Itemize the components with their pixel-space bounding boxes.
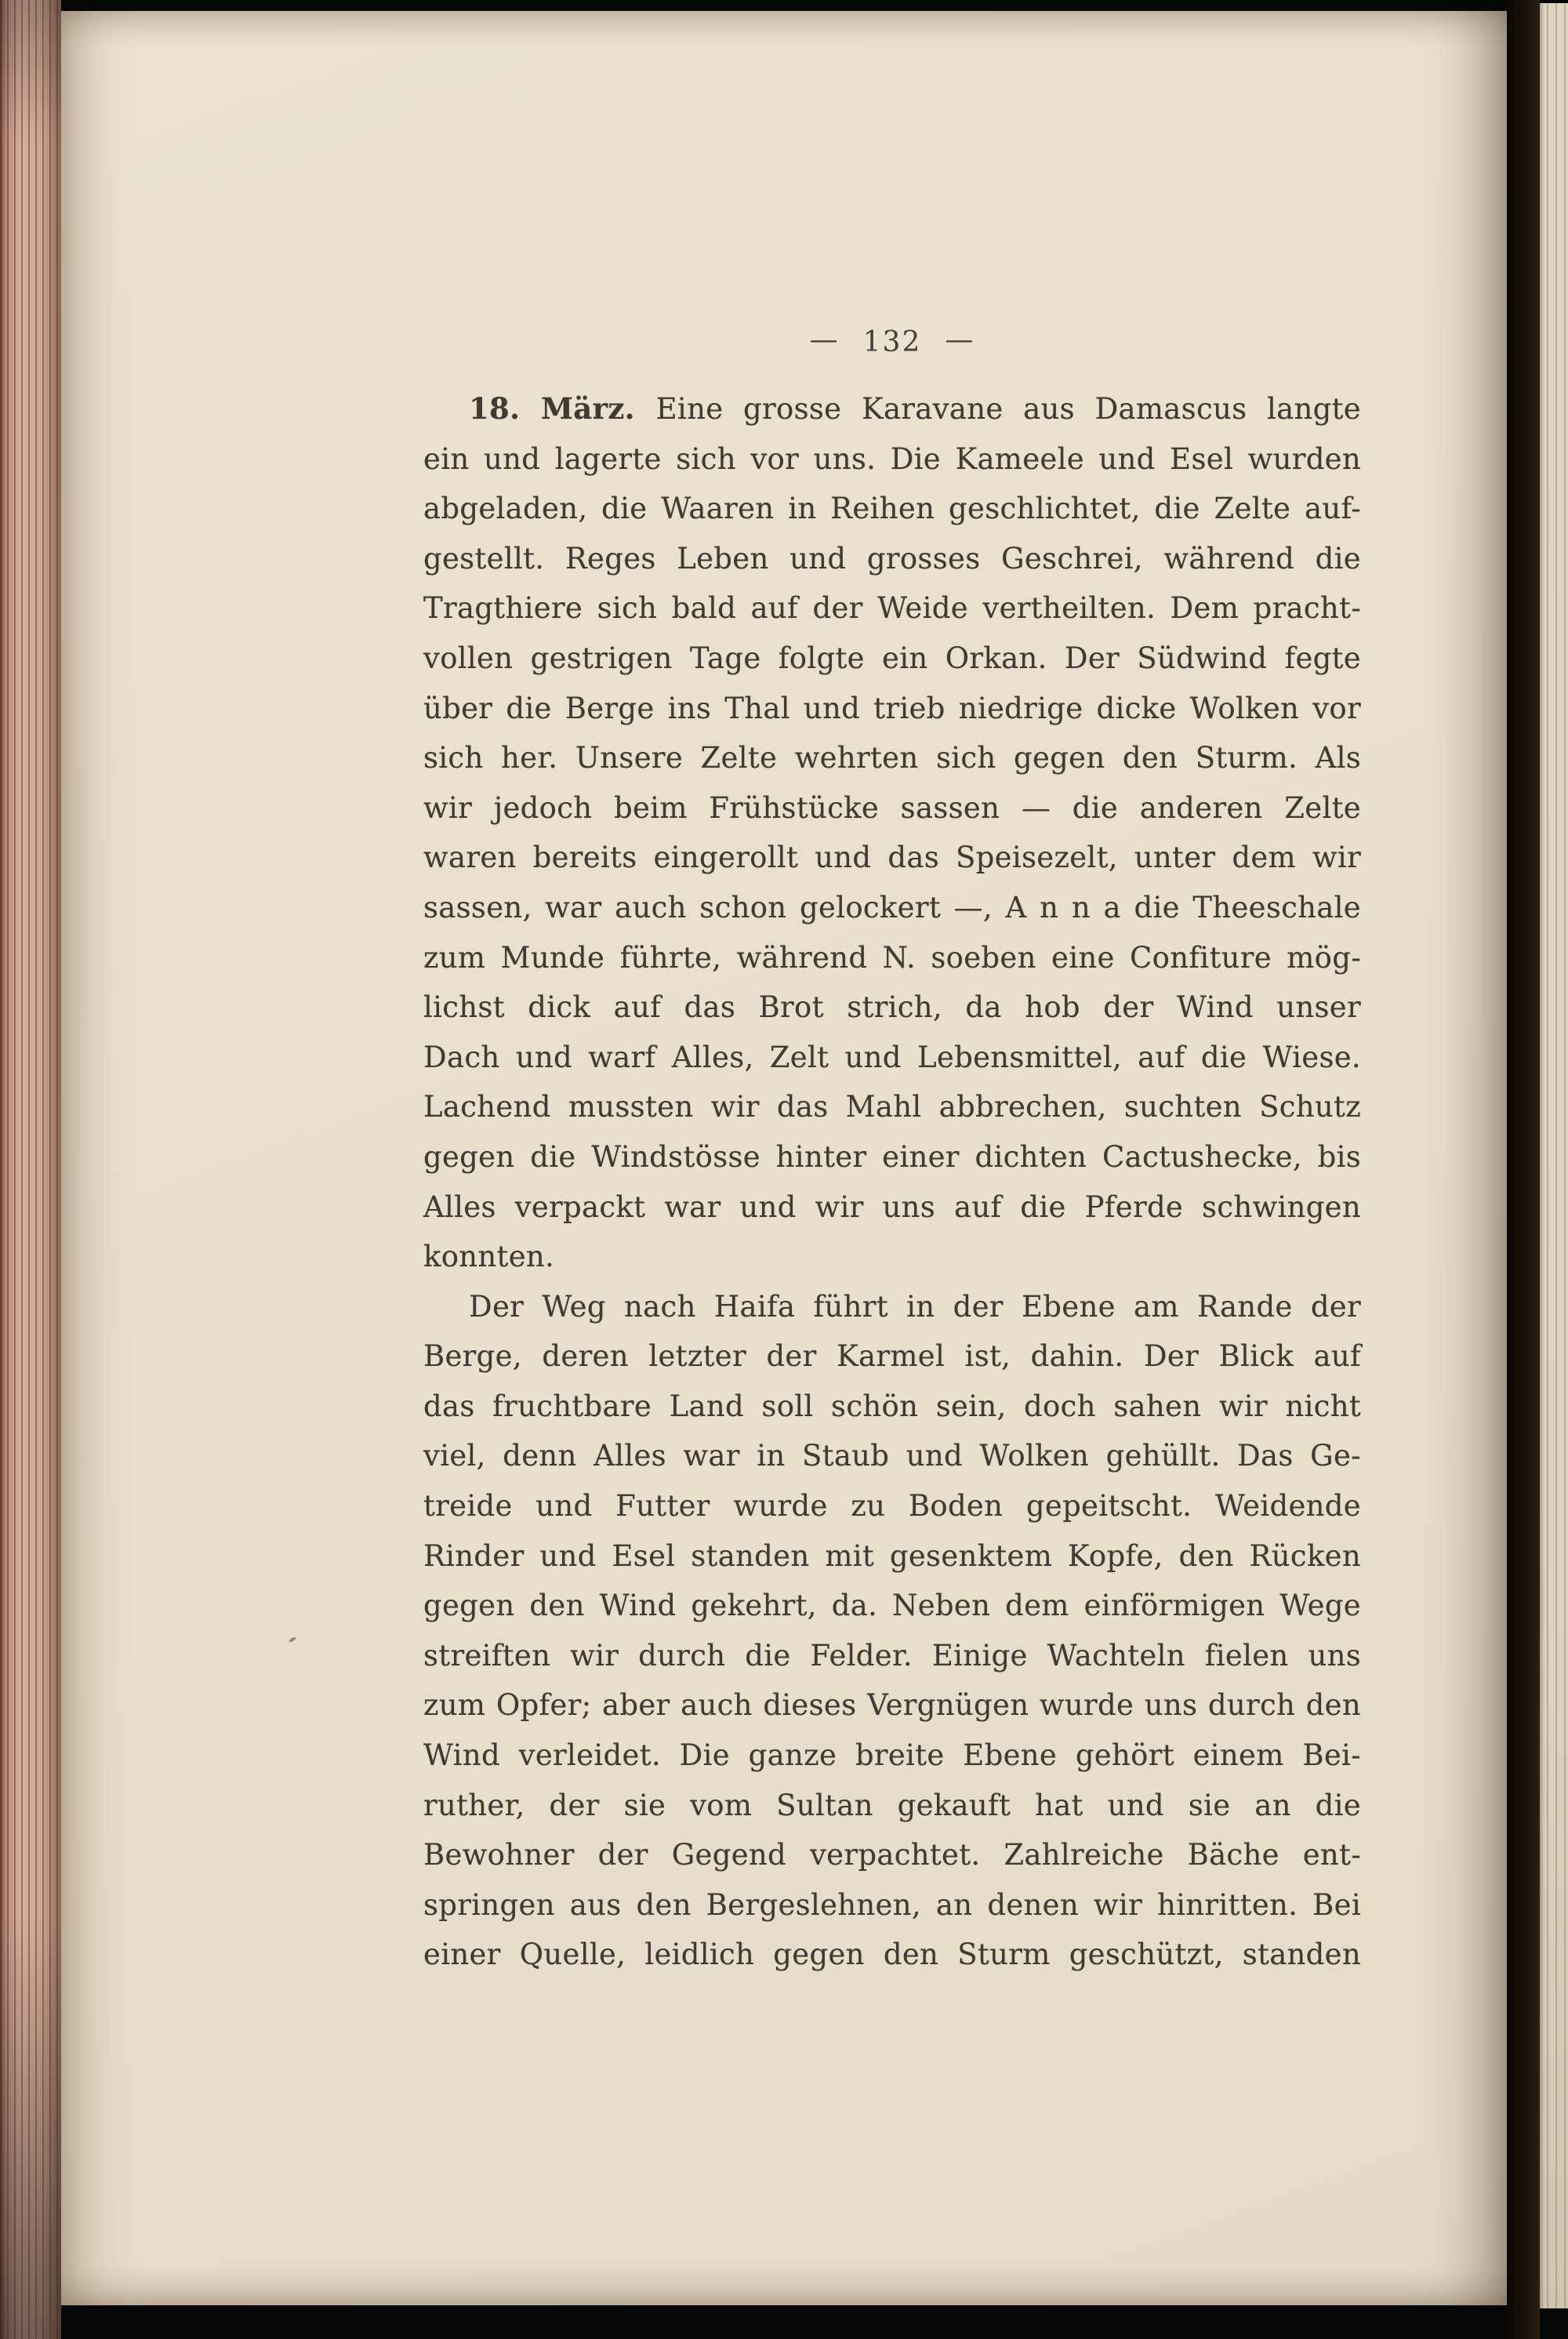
page-number-value: 132 <box>862 326 922 358</box>
text-line: ruther, der sie vom Sultan gekauft hat und sie an die <box>423 1788 1361 1822</box>
text-line: über die Berge ins Thal und trieb niedrige dicke Wolken vor <box>423 691 1361 725</box>
text-line: abgeladen, die Waaren in Reihen geschlichtet, die Zelte auf- <box>423 492 1361 526</box>
text-line: Berge, deren letzter der Karmel ist, dahin. Der Blick auf <box>423 1339 1361 1374</box>
text-line: zum Opfer; aber auch dieses Vergnügen wurde uns durch den <box>423 1688 1361 1723</box>
text-line: Wind verleidet. Die ganze breite Ebene gehört einem Bei- <box>423 1738 1361 1773</box>
text-line: Bewohner der Gegend verpachtet. Zahlreiche Bäche ent- <box>423 1838 1361 1872</box>
text-line: einer Quelle, leidlich gegen den Sturm geschützt, standen <box>423 1938 1361 1972</box>
text-line: gegen die Windstösse hinter einer dichten Cactushecke, bis <box>423 1139 1361 1174</box>
text-line: Tragthiere sich bald auf der Weide vertheilten. Dem pracht- <box>423 591 1361 626</box>
scan-speck <box>289 1636 296 1643</box>
page-gap-shadow <box>1507 0 1540 2339</box>
text-line: Alles verpackt war und wir uns auf die Pferde schwingen <box>423 1189 1361 1224</box>
text-line: das fruchtbare Land soll schön sein, doch sahen wir nicht <box>423 1389 1361 1423</box>
text-line: streiften wir durch die Felder. Einige Wachteln fielen uns <box>423 1638 1361 1673</box>
text-line: Rinder und Esel standen mit gesenktem Kopfe, den Rücken <box>423 1538 1361 1573</box>
text-line: ein und lagerte sich vor uns. Die Kameele und Esel wurden <box>423 441 1361 476</box>
book-page <box>61 11 1507 2305</box>
page-number-dash-left: — <box>809 324 840 356</box>
book-page-edges-right <box>1540 3 1568 2308</box>
text-line: gestellt. Reges Leben und grosses Geschrei, während die <box>423 541 1361 576</box>
entry-date: 18. März. <box>469 391 656 426</box>
page-text <box>423 384 1361 1980</box>
text-line: zum Munde führte, während N. soeben eine Confiture mög- <box>423 940 1361 975</box>
text-line: lichst dick auf das Brot strich, da hob der Wind unser <box>423 990 1361 1025</box>
text-line: treide und Futter wurde zu Boden gepeitscht. Weidende <box>423 1489 1361 1524</box>
text-line: Der Weg nach Haifa führt in der Ebene am Rande der <box>469 1289 1361 1324</box>
text-line: Lachend mussten wir das Mahl abbrechen, suchten Schutz <box>423 1090 1361 1124</box>
text-line: konnten. <box>423 1240 555 1274</box>
text-line: gegen den Wind gekehrt, da. Neben dem einförmigen Wege <box>423 1589 1361 1623</box>
text-line: wir jedoch beim Frühstücke sassen — die anderen Zelte <box>423 790 1361 825</box>
page-number <box>423 326 1361 359</box>
text-line: 18. März. Eine grosse Karavane aus Damascus langte <box>469 391 1362 426</box>
text-line: vollen gestrigen Tage folgte ein Orkan. Der Südwind fegte <box>423 641 1361 675</box>
text-line: viel, denn Alles war in Staub und Wolken gehüllt. Das Ge- <box>423 1439 1361 1473</box>
text-line: springen aus den Bergeslehnen, an denen wir hinritten. Bei <box>423 1887 1361 1922</box>
text-line: waren bereits eingerollt und das Speisezelt, unter dem wir <box>423 841 1361 875</box>
page-number-dash-right: — <box>945 324 975 356</box>
book-binding-left <box>0 0 61 2339</box>
text-line: sich her. Unsere Zelte wehrten sich gegen den Sturm. Als <box>423 741 1361 775</box>
text-line: sassen, war auch schon gelockert —, A n n a die Theeschale <box>423 890 1361 924</box>
text-line: Dach und warf Alles, Zelt und Lebensmittel, auf die Wiese. <box>423 1040 1361 1074</box>
